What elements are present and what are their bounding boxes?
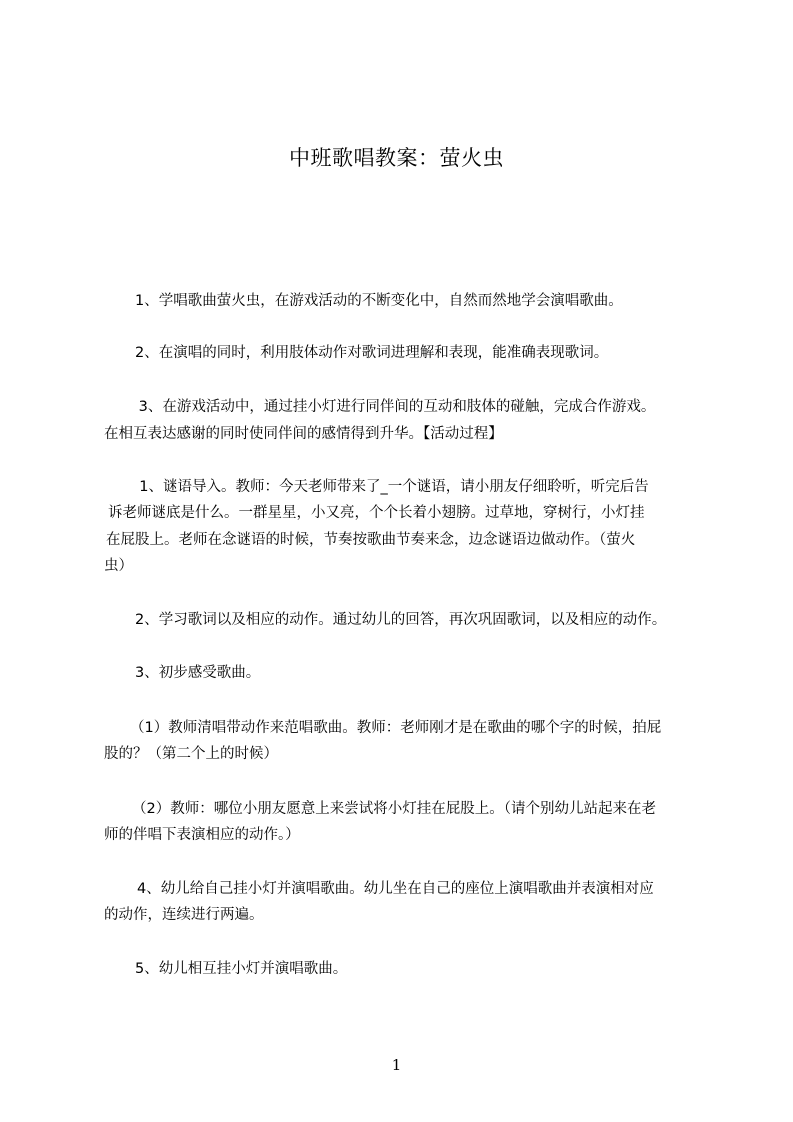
paragraph-4-line-2: 诉老师谜底是什么。一群星星，小又亮，个个长着小翅膀。过草地，穿树行，小灯挂 [108, 505, 645, 521]
paragraph-6-line-1: 3、初步感受歌曲。 [135, 665, 261, 681]
paragraph-1-line-1: 1、学唱歌曲萤火虫，在游戏活动的不断变化中，自然而然地学会演唱歌曲。 [135, 293, 623, 309]
paragraph-7-line-2: 股的？（第二个上的时候） [104, 746, 278, 762]
paragraph-7-line-1: （1）教师清唱带动作来范唱歌曲。教师：老师刚才是在歌曲的哪个字的时候，拍屁 [130, 720, 662, 736]
paragraph-4-line-4: 虫） [104, 558, 133, 574]
paragraph-8-line-2: 师的伴唱下表演相应的动作。） [104, 827, 300, 843]
paragraph-10-line-1: 5、幼儿相互挂小灯并演唱歌曲。 [135, 961, 348, 977]
page-number: 1 [391, 1056, 402, 1074]
paragraph-4-line-1: 1、谜语导入。教师：今天老师带来了_一个谜语，请小朋友仔细聆听，听完后告 [130, 479, 649, 495]
paragraph-3-line-1: 3、在游戏活动中，通过挂小灯进行同伴间的互动和肢体的碰触，完成合作游戏。 [134, 399, 656, 415]
paragraph-9-line-2: 的动作，连续进行两遍。 [104, 907, 264, 923]
paragraph-9-line-1: 4、幼儿给自己挂小灯并演唱歌曲。幼儿坐在自己的座位上演唱歌曲并表演相对应 [137, 881, 654, 897]
paragraph-2-line-1: 2、在演唱的同时，利用肢体动作对歌词进理解和表现，能准确表现歌词。 [135, 345, 609, 361]
paragraph-4-line-3: 在屁股上。老师在念谜语的时候，节奏按歌曲节奏来念，边念谜语边做动作。（萤火 [106, 532, 636, 548]
paragraph-3-line-2: 在相互表达感谢的同时使同伴间的感情得到升华。【活动过程】 [104, 426, 503, 442]
paragraph-5-line-1: 2、学习歌词以及相应的动作。通过幼儿的回答，再次巩固歌词，以及相应的动作。 [135, 612, 667, 628]
paragraph-8-line-1: （2）教师：哪位小朋友愿意上来尝试将小灯挂在屁股上。（请个别幼儿站起来在老 [132, 801, 656, 817]
document-title: 中班歌唱教案：萤火虫 [289, 146, 504, 170]
